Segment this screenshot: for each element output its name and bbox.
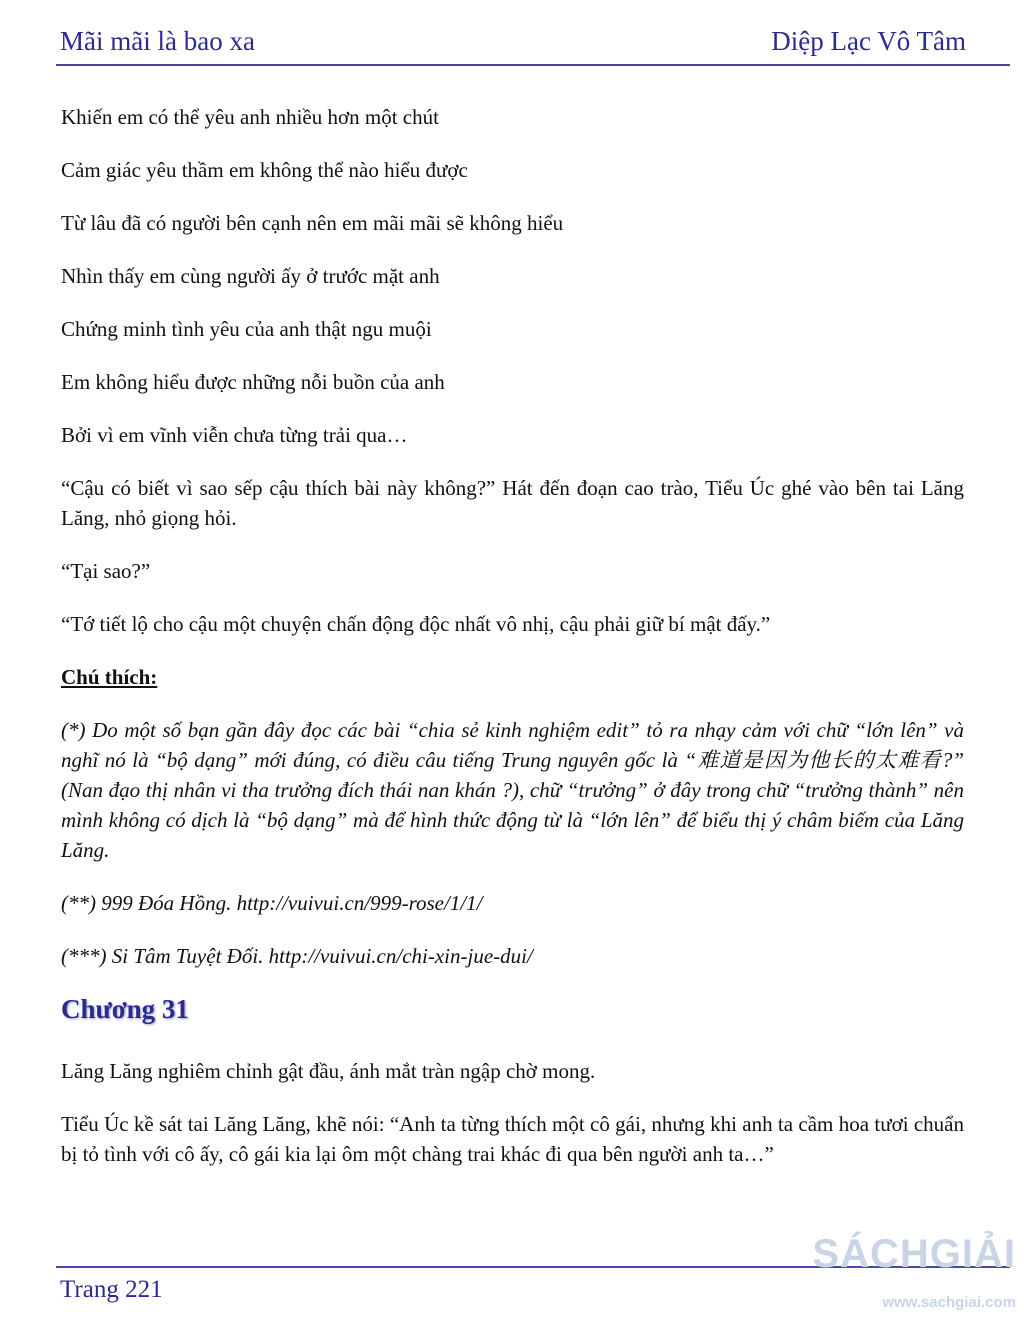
watermark-logo: SÁCHGIẢI xyxy=(812,1232,1016,1276)
author-name: Diệp Lạc Vô Tâm xyxy=(771,26,966,56)
page-number: Trang 221 xyxy=(60,1276,163,1303)
page-content xyxy=(61,102,964,1192)
lyric-line: Chứng minh tình yêu của anh thật ngu muội xyxy=(61,317,432,341)
lyric-line: Em không hiểu được những nỗi buồn của anh xyxy=(61,370,445,394)
lyric-line: Khiến em có thể yêu anh nhiều hơn một chút xyxy=(61,105,439,129)
header-divider xyxy=(56,64,1010,66)
chapter-paragraph: Tiểu Úc kề sát tai Lăng Lăng, khẽ nói: “Anh ta từng thích một cô gái, nhưng khi anh ta cầm hoa tươi chuẩn bị tỏ tình với cô ấy, cô gái kia lại ôm một chàng trai khác đi qua bên người anh ta…” xyxy=(61,1112,964,1166)
note-item: (**) 999 Đóa Hồng. http://vuivui.cn/999-rose/1/1/ xyxy=(61,891,483,915)
dialogue-paragraph: “Tớ tiết lộ cho cậu một chuyện chấn động độc nhất vô nhị, cậu phải giữ bí mật đấy.” xyxy=(61,612,771,636)
lyric-line: Nhìn thấy em cùng người ấy ở trước mặt anh xyxy=(61,264,440,288)
lyric-line: Cảm giác yêu thầm em không thể nào hiểu được xyxy=(61,158,468,182)
notes-heading: Chú thích: xyxy=(61,665,158,689)
watermark-url: www.sachgiai.com xyxy=(882,1294,1016,1311)
lyric-line: Bởi vì em vĩnh viễn chưa từng trải qua… xyxy=(61,423,408,447)
chapter-paragraph: Lăng Lăng nghiêm chỉnh gật đầu, ánh mắt tràn ngập chờ mong. xyxy=(61,1059,596,1083)
dialogue-paragraph: “Tại sao?” xyxy=(61,559,151,583)
lyric-line: Từ lâu đã có người bên cạnh nên em mãi mãi sẽ không hiểu xyxy=(61,211,564,235)
chapter-title: Chương 31 xyxy=(61,994,189,1024)
watermark xyxy=(812,1232,1018,1316)
dialogue-paragraph: “Cậu có biết vì sao sếp cậu thích bài này không?” Hát đến đoạn cao trào, Tiểu Úc ghé vào bên tai Lăng Lăng, nhỏ giọng hỏi. xyxy=(61,476,964,530)
book-title: Mãi mãi là bao xa xyxy=(60,26,255,56)
note-item: (*) Do một số bạn gần đây đọc các bài “chia sẻ kinh nghiệm edit” tỏ ra nhạy cảm với chữ “lớn lên” và nghĩ nó là “bộ dạng” mới đúng, có điều câu tiếng Trung nguyên gốc là “难道是因为他长的太难看?” (Nan đạo thị nhân vi tha trưởng đích thái nan khán ?), chữ “trưởng” ở đây trong chữ “trưởng thành” nên mình không có dịch là “bộ dạng” mà để hình thức động từ là “lớn lên” để biểu thị ý châm biếm của Lăng Lăng. xyxy=(61,718,964,862)
note-item: (***) Si Tâm Tuyệt Đối. http://vuivui.cn/chi-xin-jue-dui/ xyxy=(61,944,533,968)
